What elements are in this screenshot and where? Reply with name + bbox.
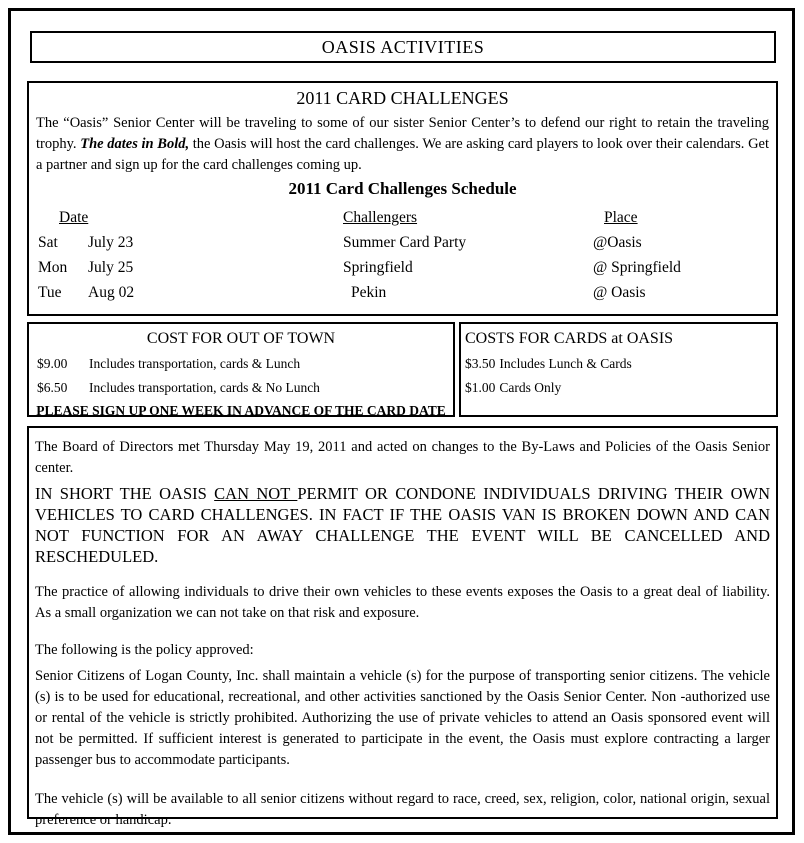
schedule-challenger-cell: Summer Card Party (343, 233, 467, 251)
table-row (38, 280, 772, 305)
schedule-date-cell: Mon July 25 (38, 258, 134, 276)
policy-paragraph-board: The Board of Directors met Thursday May 19, 2011 and acted on changes to the By-Laws and Policies of the Oasis Senior center. (35, 439, 770, 476)
inshort-underlined: CAN NOT (214, 484, 298, 503)
table-row (38, 255, 772, 280)
cost-price: $9.00 (37, 356, 68, 371)
schedule-challenger-cell: Pekin (351, 283, 387, 301)
schedule-date-cell: Tue Aug 02 (38, 283, 135, 301)
cost-at-oasis-heading: COSTS FOR CARDS at OASIS (465, 330, 674, 347)
cost-at-oasis-box (459, 322, 778, 417)
schedule-challenger-cell: Springfield (343, 258, 413, 276)
intro-paragraph (33, 113, 772, 176)
column-header-place: Place (604, 208, 638, 226)
title-banner (30, 31, 776, 63)
cost-desc: Includes transportation, cards & Lunch (89, 356, 301, 371)
column-header-date: Date (59, 208, 89, 226)
cost-price: $6.50 (37, 380, 68, 395)
policy-paragraph-following: The following is the policy approved: (35, 642, 254, 658)
intro-bold-italic: The dates in Bold, (80, 136, 190, 152)
page-title: OASIS ACTIVITIES (321, 36, 485, 57)
card-challenges-heading: 2011 CARD CHALLENGES (296, 88, 509, 108)
schedule-heading: 2011 Card Challenges Schedule (288, 179, 517, 198)
costs-section (27, 322, 778, 417)
inshort-post: PERMIT OR CONDONE INDIVIDUALS DRIVING THEIR OWN VEHICLES TO CARD CHALLENGES. IN FACT IF THE OASIS VAN IS BROKEN DOWN AND CAN NOT FUNCTION FOR AN AWAY CHALLENGE THE EVENT WILL BE CANCELLED AND RESCHEDULED. (35, 484, 770, 566)
card-challenges-section (27, 81, 778, 316)
cost-desc: Includes transportation, cards & No Lunch (89, 380, 320, 395)
schedule-date-cell: Sat July 23 (38, 233, 134, 251)
cost-price: $3.50 (465, 356, 496, 371)
intro-part1: The “Oasis” Senior Center will be traveling to some of our sister Senior Center’s to defend our right to retain the traveling trophy. (36, 115, 769, 152)
schedule-place-cell: @ Oasis (593, 283, 646, 301)
policy-paragraph-availability: The vehicle (s) will be available to all senior citizens without regard to race, creed, sex, religion, color, national origin, sexual preference or handicap. (35, 791, 770, 828)
cost-item (29, 380, 453, 396)
cost-out-of-town-box (27, 322, 455, 417)
cost-desc: Cards Only (499, 380, 562, 395)
policy-section (27, 426, 778, 828)
cost-price: $1.00 (465, 380, 496, 395)
schedule-table (33, 205, 772, 305)
intro-part2: the Oasis will host the card challenges. We are asking card players to look over their calendars. Get a partner and sign up for the card challenges coming up. (36, 136, 770, 173)
cost-item (461, 380, 776, 396)
cost-out-of-town-heading: COST FOR OUT OF TOWN (146, 330, 336, 347)
schedule-place-cell: @Oasis (593, 233, 642, 251)
signup-notice: PLEASE SIGN UP ONE WEEK IN ADVANCE OF THE CARD DATE (36, 403, 446, 418)
schedule-header-row (38, 205, 772, 230)
cost-item (461, 356, 776, 372)
schedule-place-cell: @ Springfield (593, 258, 681, 276)
policy-paragraph-practice: The practice of allowing individuals to drive their own vehicles to these events exposes the Oasis to a great deal of liability. As a small organization we can not take on that risk and exposure. (35, 584, 770, 621)
cost-item (29, 356, 453, 372)
policy-paragraph-inshort (35, 483, 770, 567)
column-header-challengers: Challengers (343, 208, 418, 226)
document-page (8, 8, 795, 835)
inshort-pre: IN SHORT THE OASIS (35, 484, 215, 503)
policy-paragraph-vehicle-use: Senior Citizens of Logan County, Inc. shall maintain a vehicle (s) for the purpose of transporting senior citizens. The vehicle (s) is to be used for educational, recreational, and other activities sanctioned by the Oasis Senior Center. Non -authorized use or rental of the vehicle is strictly prohibited. Authorizing the use of private vehicles to attend an Oasis sponsored event will not be permitted. If sufficient interest is generated to participate in the event, the Oasis must explore contracting a larger passenger bus to accommodate participants. (35, 668, 770, 768)
cost-desc: Includes Lunch & Cards (499, 356, 632, 371)
table-row (38, 230, 772, 255)
